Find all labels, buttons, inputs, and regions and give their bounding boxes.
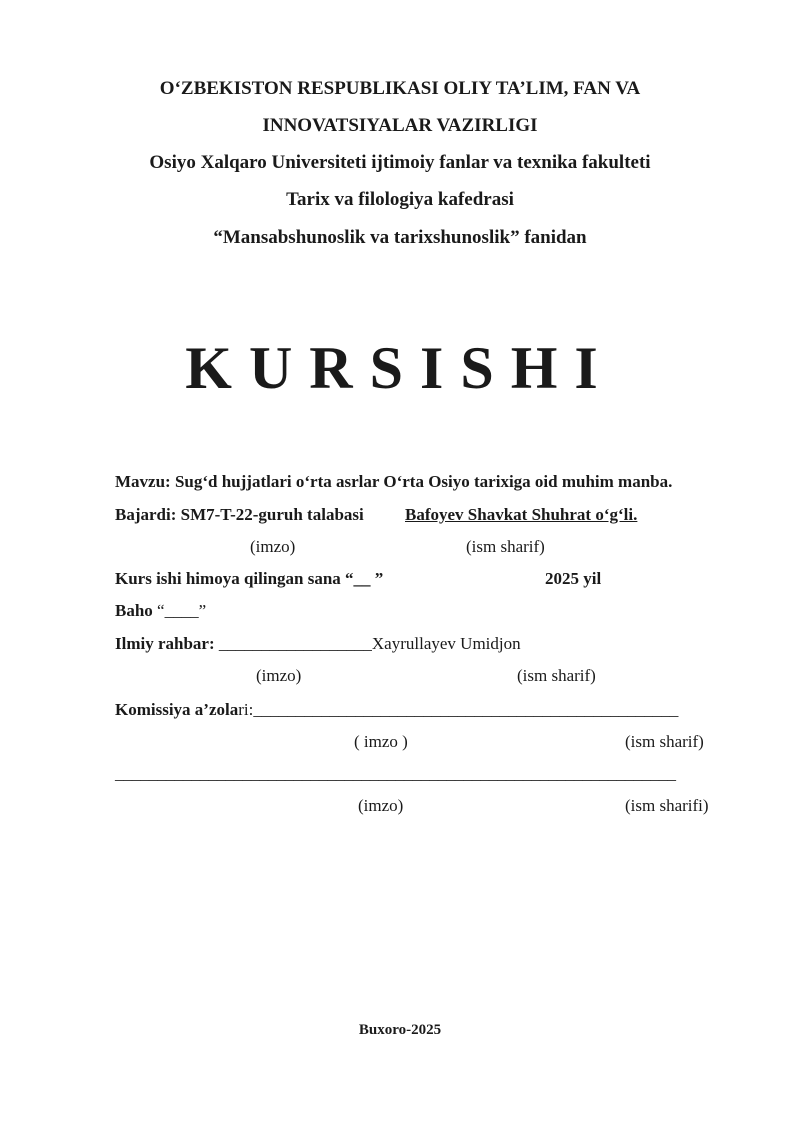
ministry-line-2: INNOVATSIYALAR VAZIRLIGI [262, 115, 538, 136]
commission-blank-2: __________________________________________________________________ [115, 764, 676, 783]
ministry-line-1: O‘ZBEKISTON RESPUBLIKASI OLIY TA’LIM, FAN VA [159, 78, 641, 99]
commission-row [115, 700, 678, 720]
topic: Mavzu: Sug‘d hujjatlari o‘rta asrlar O‘rta Osiyo tarixiga oid muhim manba. [115, 472, 673, 491]
student-imzo-caption: (imzo) [250, 537, 296, 556]
commission-blank-1: __________________________________________________ [253, 700, 679, 719]
commission-ism-sharif-caption-2: (ism sharifi) [625, 796, 709, 815]
supervisor-ism-sharif-caption: (ism sharif) [517, 666, 596, 685]
defense-date-label: Kurs ishi himoya qilingan sana “__ ” [115, 569, 384, 588]
supervisor-signature-blank: __________________ [218, 634, 372, 653]
supervisor-label: Ilmiy rahbar: [115, 634, 215, 653]
grade-label: Baho [115, 601, 153, 620]
student-name: Bafoyev Shavkat Shuhrat o‘g‘li. [405, 505, 638, 524]
supervisor-imzo-caption: (imzo) [256, 666, 302, 685]
defense-year: 2025 yil [545, 569, 602, 588]
grade-row [115, 601, 206, 621]
commission-label: Komissiya a’zola [115, 700, 239, 719]
grade-value: “____” [157, 601, 207, 620]
bajardi-label: Bajardi: SM7-T-22-guruh talabasi [115, 505, 364, 524]
commission-label-rest: ri: [238, 700, 254, 719]
commission-ism-sharif-caption-1: (ism sharif) [625, 732, 704, 751]
commission-imzo-caption-1: ( imzo ) [354, 732, 408, 751]
subject-line: “Mansabshunoslik va tarixshunoslik” fanidan [213, 227, 587, 248]
university-faculty: Osiyo Xalqaro Universiteti ijtimoiy fanlar va texnika fakulteti [149, 152, 651, 173]
supervisor-row [115, 634, 521, 654]
document-title: KURSISHI [185, 335, 615, 401]
city-year-footer: Buxoro-2025 [358, 1022, 442, 1038]
commission-imzo-caption-2: (imzo) [358, 796, 404, 815]
department: Tarix va filologiya kafedrasi [286, 189, 514, 210]
student-ism-sharif-caption: (ism sharif) [466, 537, 545, 556]
supervisor-name: Xayrullayev Umidjon [371, 634, 521, 653]
